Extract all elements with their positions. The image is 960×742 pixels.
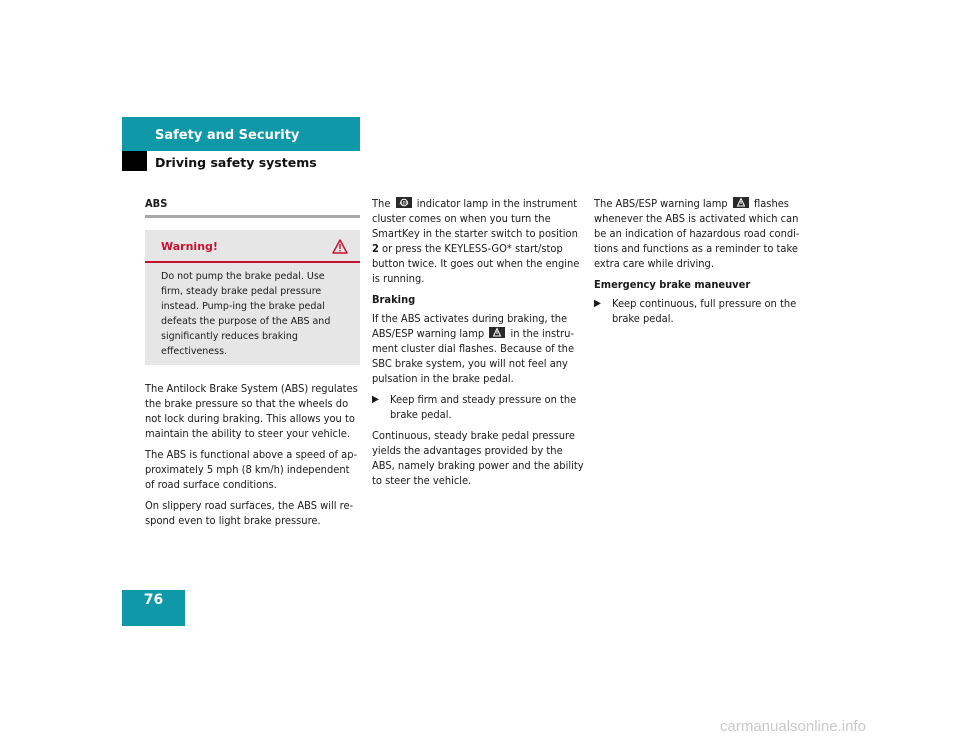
text-fragment: The (372, 197, 391, 210)
text-fragment: in the instru-ment cluster dial flashes. Because of the SBC brake system, you will not feel any pulsation in the brake pedal. (372, 327, 575, 385)
bullet-arrow-icon: ▶ (372, 394, 379, 405)
text-fragment: or press the KEYLESS-GO* start/stop button twice. It goes out when the engine is running. (372, 242, 580, 285)
indicator-paragraph (372, 196, 584, 286)
warning-label: Warning! (161, 240, 218, 253)
column-3 (594, 196, 806, 332)
section-header-title: Safety and Security (155, 128, 300, 143)
bullet-text: Keep firm and steady pressure on the brake pedal. (390, 393, 577, 421)
continuous-pressure-paragraph: Continuous, steady brake pedal pressure yields the advantages provided by the ABS, namely braking power and the ability to steer the vehicle. (372, 429, 584, 487)
abs-paragraph-2: The ABS is functional above a speed of ap-proximately 5 mph (8 km/h) independent of road surface conditions. (145, 448, 358, 491)
warning-triangle-icon (332, 239, 348, 254)
abs-indicator-icon (396, 197, 412, 208)
column-2 (372, 196, 584, 494)
warning-text: Do not pump the brake pedal. Use firm, steady brake pedal pressure instead. Pump-ing the brake pedal defeats the purpose of the ABS and significantly reduces braking effectiveness. (161, 271, 331, 357)
text-fragment: If the ABS activates during braking, the ABS/ESP warning lamp (372, 312, 568, 340)
esp-warning-lamp-icon (733, 197, 749, 208)
warning-box (145, 230, 360, 365)
position-number: 2 (372, 242, 379, 255)
warning-header (145, 230, 360, 261)
watermark-logo: carmanualsonline.info (720, 718, 866, 735)
bullet-text: Keep continuous, full pressure on the brake pedal. (612, 297, 797, 325)
text-fragment: The ABS/ESP warning lamp (594, 197, 728, 210)
warning-divider (145, 261, 360, 263)
page-number: 76 (143, 592, 164, 608)
svg-text:ABS: ABS (399, 201, 409, 207)
abs-paragraph-3: On slippery road surfaces, the ABS will re-spond even to light brake pressure. (145, 499, 354, 527)
warning-lamp-paragraph (594, 196, 806, 271)
text-fragment: indicator lamp in the instrument cluster comes on when you turn the SmartKey in the starter switch to position (372, 197, 578, 240)
braking-heading: Braking (372, 293, 416, 306)
text-fragment: flashes whenever the ABS is activated which can be an indication of hazardous road condi-tions and functions as a reminder to take extra care while driving. (594, 197, 800, 270)
section-divider (145, 215, 360, 218)
header-marker (122, 151, 147, 171)
emergency-bullet (594, 296, 806, 326)
column-1 (145, 196, 360, 534)
bullet-arrow-icon: ▶ (594, 298, 601, 309)
abs-paragraph-1: The Antilock Brake System (ABS) regulates the brake pressure so that the wheels do not lock during braking. This allows you to maintain the ability to steer your vehicle. (145, 382, 358, 440)
esp-warning-lamp-icon (489, 327, 505, 338)
emergency-heading: Emergency brake maneuver (594, 278, 751, 291)
section-header-subtitle: Driving safety systems (155, 155, 317, 170)
braking-bullet (372, 392, 584, 422)
braking-paragraph (372, 311, 584, 386)
section-title-abs: ABS (145, 197, 168, 210)
